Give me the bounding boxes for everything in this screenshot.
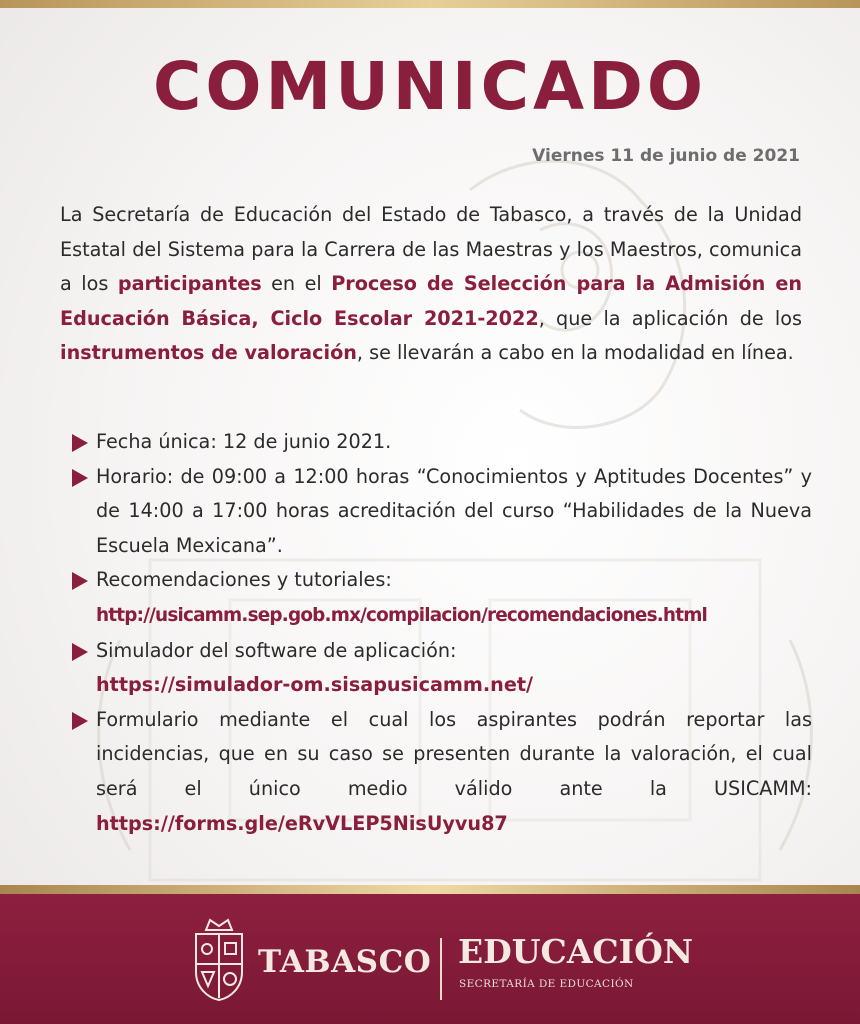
list-item-recomendaciones bbox=[70, 563, 812, 633]
list-item-horario bbox=[70, 460, 812, 564]
intro-paragraph bbox=[60, 198, 802, 371]
intro-text-3: , que la aplicación de los bbox=[538, 306, 802, 330]
bullet-arrow-icon bbox=[72, 712, 88, 730]
intro-text-1: La Secretaría de Educación del Estado de Tabasco, a través de la Unidad Estatal del Sistema para la Carrera de las Maestras y los Maestros, comunica a los bbox=[60, 203, 802, 296]
simulador-link[interactable]: https://simulador-om.sisapusicamm.net/ bbox=[96, 673, 534, 697]
intro-highlight-proceso: Proceso de Selección para la Admisión en Educación Básica, Ciclo Escolar 2021-2022 bbox=[60, 272, 802, 330]
intro-text-2: en el bbox=[261, 272, 332, 296]
recomendaciones-link[interactable]: http://usicamm.sep.gob.mx/compilacion/recomendaciones.html bbox=[96, 604, 708, 626]
intro-highlight-instrumentos: instrumentos de valoración bbox=[60, 341, 357, 365]
tabasco-crest-icon bbox=[188, 916, 250, 1002]
horario-text: Horario: de 09:00 a 12:00 horas “Conocimientos y Aptitudes Docentes” y de 14:00 a 17:00 horas acreditación del curso “Habilidades de la Nueva Escuela Mexicana”. bbox=[96, 464, 812, 557]
formulario-link[interactable]: https://forms.gle/eRvVLEP5NisUyvu87 bbox=[96, 811, 508, 835]
footer-divider bbox=[440, 938, 442, 1000]
footer-banner bbox=[0, 894, 860, 1024]
bullet-arrow-icon bbox=[72, 643, 88, 661]
educacion-title: EDUCACIÓN bbox=[458, 932, 694, 971]
bullet-arrow-icon bbox=[72, 469, 88, 487]
bullet-arrow-icon bbox=[72, 572, 88, 590]
list-item-fecha bbox=[70, 425, 812, 460]
tabasco-brand: TABASCO bbox=[258, 944, 432, 980]
list-item-formulario bbox=[70, 703, 812, 841]
bullet-arrow-icon bbox=[72, 434, 88, 452]
top-gold-border bbox=[0, 0, 860, 8]
educacion-subtitle: SECRETARÍA DE EDUCACIÓN bbox=[459, 978, 634, 990]
footer-gold-border bbox=[0, 885, 860, 894]
fecha-text: Fecha única: 12 de junio 2021. bbox=[96, 430, 392, 453]
info-bullet-list bbox=[70, 425, 812, 841]
intro-text-4: , se llevarán a cabo en la modalidad en línea. bbox=[356, 341, 794, 365]
intro-highlight-participantes: participantes bbox=[117, 272, 262, 296]
list-item-simulador bbox=[70, 634, 812, 703]
publication-date: Viernes 11 de junio de 2021 bbox=[532, 146, 800, 166]
formulario-text: Formulario mediante el cual los aspirantes podrán reportar las incidencias, que en su caso se presenten durante la valoración, el cual será el único medio válido ante la USICAMM: bbox=[96, 707, 812, 800]
page-title: COMUNICADO bbox=[152, 48, 707, 125]
recomendaciones-label: Recomendaciones y tutoriales: bbox=[96, 568, 392, 592]
simulador-label: Simulador del software de aplicación: bbox=[96, 638, 457, 662]
